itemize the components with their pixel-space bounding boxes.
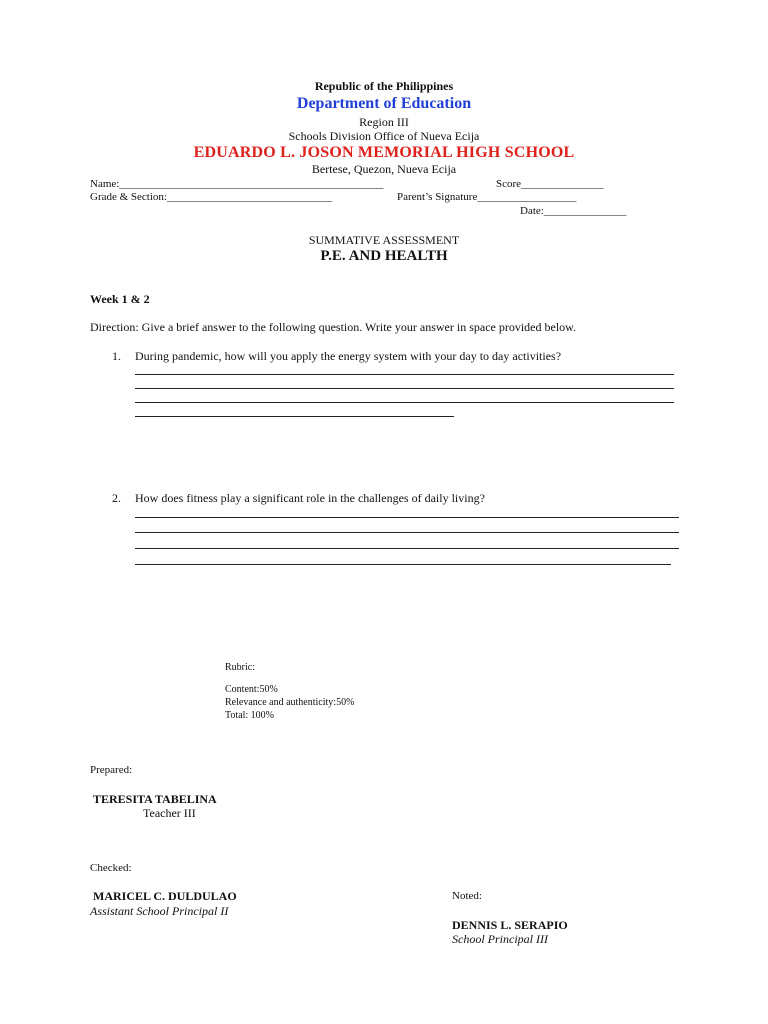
score-field[interactable]: Score_______________ xyxy=(496,178,604,190)
division-heading: Schools Division Office of Nueva Ecija xyxy=(288,129,480,143)
grade-section-field[interactable]: Grade & Section:______________________________ xyxy=(90,191,332,203)
noted-title: School Principal III xyxy=(452,932,548,946)
parent-signature-field[interactable]: Parent’s Signature__________________ xyxy=(397,191,577,203)
checked-name: MARICEL C. DULDULAO xyxy=(93,889,237,903)
question-1-text: During pandemic, how will you apply the energy system with your day to day activities? xyxy=(135,349,562,363)
checked-title: Assistant School Principal II xyxy=(90,904,229,918)
region-heading: Region III xyxy=(359,115,409,129)
answer-line[interactable] xyxy=(135,517,679,518)
rubric-item: Content:50% xyxy=(225,684,278,695)
answer-line[interactable] xyxy=(135,374,674,375)
school-name: EDUARDO L. JOSON MEMORIAL HIGH SCHOOL xyxy=(193,144,575,161)
rubric-item: Relevance and authenticity:50% xyxy=(225,697,355,708)
checked-label: Checked: xyxy=(90,862,132,874)
noted-name: DENNIS L. SERAPIO xyxy=(452,918,568,932)
question-2-text: How does fitness play a significant role in the challenges of daily living? xyxy=(135,491,485,505)
week-label: Week 1 & 2 xyxy=(90,292,150,306)
answer-line[interactable] xyxy=(135,548,679,549)
question-2-number: 2. xyxy=(112,491,121,505)
answer-line[interactable] xyxy=(135,416,454,417)
direction-text: Direction: Give a brief answer to the following question. Write your answer in space provided below. xyxy=(90,320,577,334)
subject-title: P.E. AND HEALTH xyxy=(320,248,448,264)
question-1-number: 1. xyxy=(112,349,121,363)
prepared-label: Prepared: xyxy=(90,764,133,776)
answer-line[interactable] xyxy=(135,402,674,403)
noted-label: Noted: xyxy=(452,890,482,902)
answer-line[interactable] xyxy=(135,388,674,389)
department-heading: Department of Education xyxy=(296,95,472,112)
prepared-name: TERESITA TABELINA xyxy=(93,792,217,806)
assessment-title: SUMMATIVE ASSESSMENT xyxy=(308,233,460,247)
name-field[interactable]: Name:________________________________________________ xyxy=(90,178,384,190)
rubric-item: Total: 100% xyxy=(225,710,275,721)
school-address: Bertese, Quezon, Nueva Ecija xyxy=(311,162,457,176)
answer-line[interactable] xyxy=(135,532,679,533)
answer-line[interactable] xyxy=(135,564,671,565)
date-field[interactable]: Date:_______________ xyxy=(520,205,627,217)
republic-heading: Republic of the Philippines xyxy=(314,79,454,93)
prepared-title: Teacher III xyxy=(143,806,196,820)
rubric-title: Rubric: xyxy=(225,662,255,673)
